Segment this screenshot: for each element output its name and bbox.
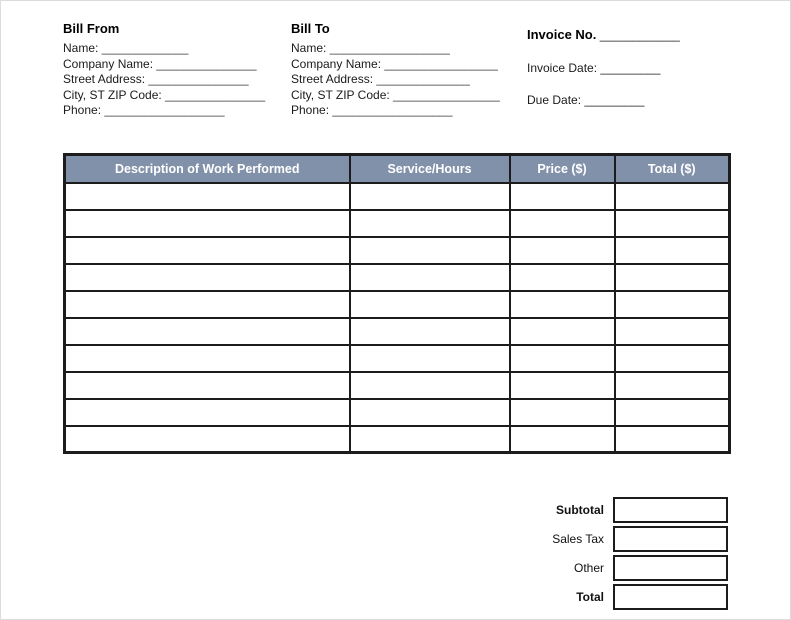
- sales-tax-label: Sales Tax: [552, 532, 604, 546]
- bill-to-city-field: [291, 88, 500, 104]
- table-cell[interactable]: [510, 237, 615, 264]
- bill-from-heading: Bill From: [63, 21, 120, 36]
- table-cell[interactable]: [510, 426, 615, 453]
- table-cell[interactable]: [615, 264, 730, 291]
- table-cell[interactable]: [350, 345, 510, 372]
- table-row: [65, 345, 730, 372]
- table-row: [65, 183, 730, 210]
- table-cell[interactable]: [510, 183, 615, 210]
- bill-from-section: [63, 21, 265, 119]
- bill-from-street-field: [63, 72, 265, 88]
- invoice-date-field: [527, 61, 660, 75]
- table-row: [65, 237, 730, 264]
- bill-to-street-field: [291, 72, 500, 88]
- table-cell[interactable]: [615, 345, 730, 372]
- bill-to-city-blank[interactable]: ________________: [393, 87, 500, 102]
- subtotal-row: [341, 497, 728, 523]
- invoice-number-field: [527, 27, 680, 42]
- column-header-price: Price ($): [510, 155, 615, 183]
- table-cell[interactable]: [615, 318, 730, 345]
- bill-from-company-label: Company Name:: [63, 56, 154, 71]
- table-header-row: [65, 155, 730, 183]
- table-cell[interactable]: [350, 318, 510, 345]
- table-cell[interactable]: [510, 291, 615, 318]
- bill-to-phone-blank[interactable]: __________________: [332, 103, 453, 118]
- table-cell[interactable]: [65, 318, 350, 345]
- table-cell[interactable]: [350, 264, 510, 291]
- table-cell[interactable]: [510, 399, 615, 426]
- bill-to-name-field: [291, 41, 500, 57]
- bill-to-city-label: City, ST ZIP Code:: [291, 87, 390, 102]
- bill-to-name-label: Name:: [291, 41, 327, 55]
- sales-tax-value-box[interactable]: [613, 526, 728, 552]
- table-cell[interactable]: [615, 291, 730, 318]
- bill-from-city-blank[interactable]: _______________: [165, 87, 266, 102]
- column-header-description: Description of Work Performed: [65, 155, 350, 183]
- bill-from-street-label: Street Address:: [63, 72, 146, 87]
- table-cell[interactable]: [615, 210, 730, 237]
- table-cell[interactable]: [615, 237, 730, 264]
- table-row: [65, 399, 730, 426]
- table-row: [65, 372, 730, 399]
- bill-from-phone-blank[interactable]: __________________: [104, 103, 225, 118]
- table-cell[interactable]: [350, 237, 510, 264]
- bill-from-city-label: City, ST ZIP Code:: [63, 87, 162, 102]
- bill-to-street-label: Street Address:: [291, 72, 374, 87]
- table-cell[interactable]: [65, 399, 350, 426]
- summary-section: [341, 497, 728, 613]
- table-cell[interactable]: [615, 399, 730, 426]
- table-cell[interactable]: [510, 318, 615, 345]
- bill-from-company-field: [63, 57, 265, 73]
- other-row: [341, 555, 728, 581]
- table-cell[interactable]: [350, 372, 510, 399]
- total-label: Total: [576, 590, 604, 604]
- table-cell[interactable]: [510, 345, 615, 372]
- table-cell[interactable]: [350, 426, 510, 453]
- line-items-table: [63, 153, 731, 454]
- table-cell[interactable]: [65, 426, 350, 453]
- table-cell[interactable]: [615, 183, 730, 210]
- bill-from-city-field: [63, 88, 265, 104]
- table-row: [65, 264, 730, 291]
- invoice-table-body: [65, 183, 730, 453]
- bill-from-street-blank[interactable]: _______________: [148, 72, 249, 87]
- bill-from-name-blank[interactable]: _____________: [101, 41, 189, 55]
- table-cell[interactable]: [350, 210, 510, 237]
- subtotal-value-box[interactable]: [613, 497, 728, 523]
- bill-to-name-blank[interactable]: __________________: [329, 41, 450, 55]
- invoice-number-blank[interactable]: ____________: [599, 28, 680, 42]
- table-cell[interactable]: [350, 291, 510, 318]
- bill-to-company-label: Company Name:: [291, 56, 382, 71]
- invoice-date-label: Invoice Date:: [527, 61, 598, 75]
- invoice-number-label: Invoice No.: [527, 27, 597, 42]
- table-row: [65, 291, 730, 318]
- table-cell[interactable]: [350, 183, 510, 210]
- table-cell[interactable]: [65, 345, 350, 372]
- other-label: Other: [573, 561, 604, 575]
- column-header-total: Total ($): [615, 155, 730, 183]
- bill-to-company-blank[interactable]: _________________: [384, 56, 498, 71]
- bill-from-company-blank[interactable]: _______________: [156, 56, 257, 71]
- bill-from-name-field: [63, 41, 265, 57]
- total-value-box[interactable]: [613, 584, 728, 610]
- table-cell[interactable]: [510, 210, 615, 237]
- bill-from-name-label: Name:: [63, 41, 99, 55]
- table-row: [65, 318, 730, 345]
- total-row: [341, 584, 728, 610]
- table-cell[interactable]: [65, 183, 350, 210]
- due-date-field: [527, 93, 644, 107]
- invoice-date-blank[interactable]: _________: [600, 61, 661, 75]
- bill-from-phone-field: [63, 103, 265, 119]
- table-cell[interactable]: [510, 264, 615, 291]
- table-cell[interactable]: [65, 237, 350, 264]
- table-cell[interactable]: [65, 291, 350, 318]
- table-cell[interactable]: [65, 210, 350, 237]
- table-cell[interactable]: [510, 372, 615, 399]
- table-cell[interactable]: [350, 399, 510, 426]
- due-date-blank[interactable]: _________: [584, 93, 645, 107]
- table-row: [65, 210, 730, 237]
- due-date-label: Due Date:: [527, 93, 582, 107]
- table-cell[interactable]: [615, 372, 730, 399]
- table-row: [65, 426, 730, 453]
- table-cell[interactable]: [65, 372, 350, 399]
- column-header-service-hours: Service/Hours: [350, 155, 510, 183]
- bill-to-phone-label: Phone:: [291, 103, 330, 118]
- subtotal-label: Subtotal: [556, 503, 604, 517]
- sales-tax-row: [341, 526, 728, 552]
- other-value-box[interactable]: [613, 555, 728, 581]
- bill-from-phone-label: Phone:: [63, 103, 102, 118]
- table-cell[interactable]: [65, 264, 350, 291]
- bill-to-heading: Bill To: [291, 21, 330, 36]
- bill-to-section: [291, 21, 500, 119]
- bill-to-company-field: [291, 57, 500, 73]
- table-cell[interactable]: [615, 426, 730, 453]
- bill-to-street-blank[interactable]: ______________: [376, 72, 470, 87]
- bill-to-phone-field: [291, 103, 500, 119]
